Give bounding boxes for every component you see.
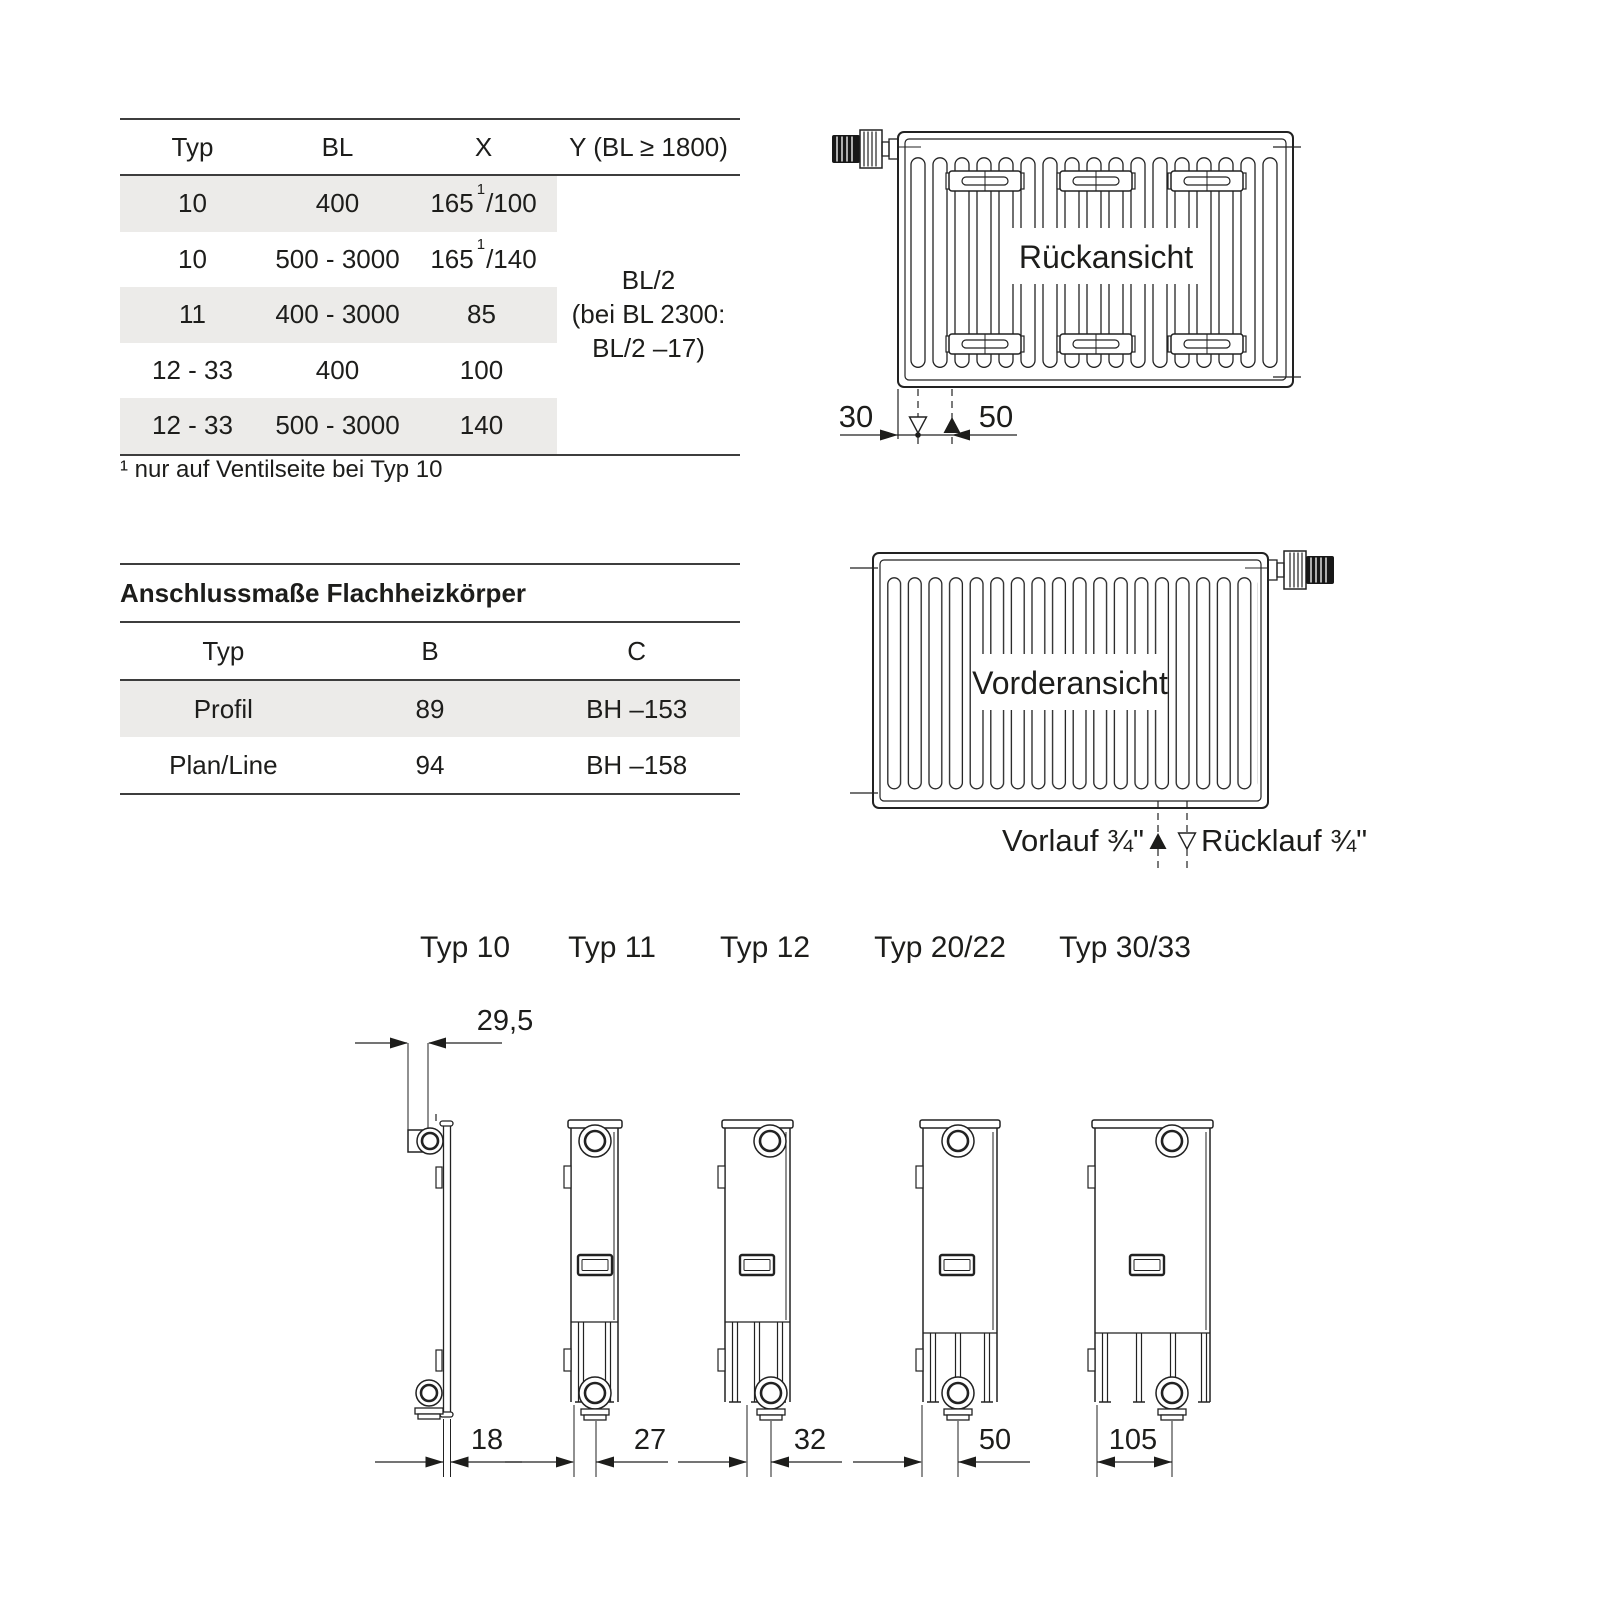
cell-bl: 400 - 3000 bbox=[275, 299, 400, 330]
valve-dimension-table bbox=[120, 118, 740, 456]
brand-badge-icon bbox=[1130, 1255, 1164, 1275]
rear-view-label: Rückansicht bbox=[1018, 239, 1194, 275]
profile-label: Typ 11 bbox=[568, 931, 656, 964]
cell-typ: 12 - 33 bbox=[152, 354, 233, 385]
dimension-value: 32 bbox=[793, 1424, 827, 1456]
y-cell-line: BL/2 –17) bbox=[592, 332, 705, 363]
supply-label: Vorlauf ¾" bbox=[1002, 823, 1144, 858]
table-header-row bbox=[120, 621, 740, 681]
connection-labels bbox=[1002, 801, 1367, 872]
clip-icon bbox=[564, 1349, 571, 1371]
profile-typ-10 bbox=[355, 1005, 533, 1477]
brand-badge-icon bbox=[578, 1255, 612, 1275]
cell-x: 140 bbox=[459, 410, 504, 441]
cell-typ: 11 bbox=[179, 299, 206, 330]
supply-triangle-icon bbox=[944, 417, 961, 433]
cell-x: 100 bbox=[459, 354, 504, 385]
clip-icon bbox=[564, 1166, 571, 1188]
type-profiles-drawing bbox=[350, 900, 1250, 1490]
column-header-y: Y (BL ≥ 1800) bbox=[569, 131, 728, 162]
clip-icon bbox=[718, 1166, 725, 1188]
cell-typ: 10 bbox=[178, 243, 207, 274]
profile-typ-20-22 bbox=[853, 1120, 1030, 1477]
table-row bbox=[120, 287, 557, 343]
profile-typ-12 bbox=[678, 1120, 842, 1477]
connection-dimension-table bbox=[120, 563, 740, 795]
clip-icon bbox=[718, 1349, 725, 1371]
cell-typ: 12 - 33 bbox=[152, 410, 233, 441]
brand-badge-icon bbox=[940, 1255, 974, 1275]
brand-badge-icon bbox=[740, 1255, 774, 1275]
front-view-label: Vorderansicht bbox=[972, 665, 1168, 701]
profile-label: Typ 10 bbox=[419, 931, 511, 964]
column-header-c: C bbox=[627, 635, 647, 666]
table-row bbox=[120, 176, 557, 232]
column-header-x: X bbox=[474, 131, 493, 162]
thermostat-valve-icon bbox=[832, 130, 898, 168]
cell-bl: 500 - 3000 bbox=[275, 410, 400, 441]
y-cell-line: (bei BL 2300: bbox=[571, 298, 726, 329]
table-body bbox=[120, 176, 740, 456]
profile-label: Typ 30/33 bbox=[1059, 931, 1191, 964]
column-header-typ: Typ bbox=[171, 131, 214, 162]
cell-x: 85 bbox=[467, 299, 496, 330]
clip-icon bbox=[1088, 1166, 1095, 1188]
cell-bl: 400 bbox=[315, 188, 360, 219]
dimension-value: 27 bbox=[633, 1424, 667, 1456]
table-row bbox=[120, 737, 740, 793]
table-row bbox=[120, 232, 557, 288]
table-row bbox=[120, 398, 557, 454]
cell-bl: 500 - 3000 bbox=[275, 243, 400, 274]
profile-label: Typ 20/22 bbox=[874, 931, 1006, 964]
column-header-b: B bbox=[421, 635, 439, 666]
front-view-drawing bbox=[830, 535, 1390, 885]
table-body bbox=[120, 681, 740, 795]
cell-x: 165 $^1$/140 bbox=[430, 236, 537, 274]
dimension-value: 105 bbox=[1108, 1424, 1158, 1456]
rear-view-dimensions bbox=[839, 389, 1017, 447]
dimension-value: 50 bbox=[978, 399, 1014, 434]
table-footnote: ¹ nur auf Ventilseite bei Typ 10 bbox=[120, 456, 443, 483]
cell-typ: 10 bbox=[178, 188, 207, 219]
clip-icon bbox=[436, 1350, 442, 1371]
table-title: Anschlussmaße Flachheizkörper bbox=[120, 563, 740, 621]
return-label: Rücklauf ¾" bbox=[1201, 823, 1368, 858]
thermostat-valve-icon bbox=[1268, 551, 1334, 589]
cell-bl: 400 bbox=[315, 354, 360, 385]
cell-typ: Plan/Line bbox=[169, 749, 278, 780]
cell-c: BH –153 bbox=[586, 693, 688, 724]
merged-y-cell bbox=[557, 176, 740, 454]
supply-triangle-icon bbox=[1150, 833, 1167, 849]
return-triangle-icon bbox=[1179, 833, 1196, 849]
cell-b: 94 bbox=[415, 749, 445, 780]
dimension-value: 30 bbox=[838, 399, 874, 434]
table-row bbox=[120, 343, 557, 399]
profile-label: Typ 12 bbox=[719, 931, 811, 964]
return-triangle-icon bbox=[910, 417, 927, 433]
cell-typ: Profil bbox=[193, 693, 253, 724]
table-row bbox=[120, 681, 740, 737]
cell-b: 89 bbox=[415, 693, 445, 724]
clip-icon bbox=[916, 1166, 923, 1188]
clip-icon bbox=[916, 1349, 923, 1371]
profile-typ-11 bbox=[505, 1120, 668, 1477]
clip-icon bbox=[436, 1167, 442, 1188]
column-header-typ: Typ bbox=[202, 635, 245, 666]
clip-icon bbox=[1088, 1349, 1095, 1371]
column-header-bl: BL bbox=[321, 131, 354, 162]
table-header-row bbox=[120, 118, 740, 176]
dimension-value: 18 bbox=[470, 1424, 504, 1456]
rear-view-drawing bbox=[795, 115, 1355, 455]
cell-c: BH –158 bbox=[586, 749, 688, 780]
dimension-value: 50 bbox=[978, 1424, 1012, 1456]
y-cell-line: BL/2 bbox=[621, 265, 676, 296]
dimension-value: 29,5 bbox=[476, 1005, 534, 1037]
cell-x: 165 $^1$/100 bbox=[430, 180, 537, 219]
profile-typ-30-33 bbox=[1088, 1120, 1213, 1477]
